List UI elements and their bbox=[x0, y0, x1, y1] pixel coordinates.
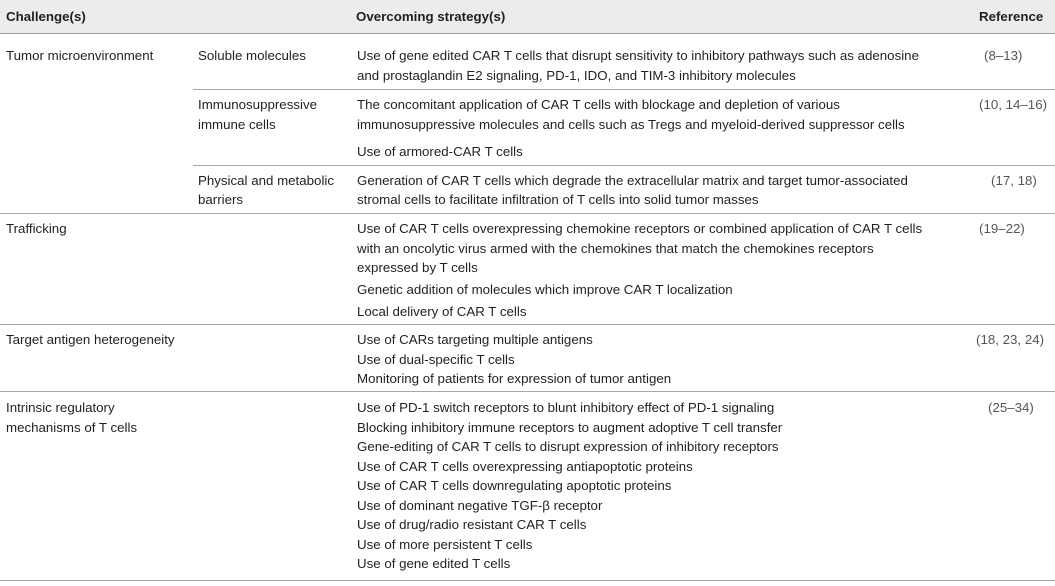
reference-cell: (19–22) bbox=[979, 221, 1025, 236]
reference-cell: (8–13) bbox=[984, 48, 1023, 63]
strategy-line: Use of CAR T cells overexpressing antiapoptotic proteins bbox=[357, 458, 693, 474]
strategy-line: expressed by T cells bbox=[357, 260, 478, 275]
table-header bbox=[0, 0, 1055, 34]
challenge-tumor-microenvironment: Tumor microenvironment bbox=[6, 48, 154, 63]
strategy-line: Use of armored-CAR T cells bbox=[357, 144, 523, 159]
sub-challenge-soluble-molecules: Soluble molecules bbox=[198, 48, 306, 63]
reference-cell: (10, 14–16) bbox=[979, 97, 1048, 112]
strategy-line: Use of dual-specific T cells bbox=[357, 351, 515, 367]
reference-cell: (25–34) bbox=[988, 400, 1034, 415]
strategy-line: Use of dominant negative TGF-β receptor bbox=[357, 497, 603, 513]
table-bottom-rule bbox=[0, 580, 1055, 581]
row-divider bbox=[0, 213, 1055, 214]
reference-link[interactable]: 18 bbox=[980, 332, 996, 347]
strategy-line: stromal cells to facilitate infiltration of T cells into solid tumor masses bbox=[357, 192, 759, 207]
strategy-line: Local delivery of CAR T cells bbox=[357, 304, 527, 319]
row-divider bbox=[193, 89, 1055, 90]
reference-link[interactable]: 17 bbox=[995, 172, 1011, 188]
strategy-line: Genetic addition of molecules which improve CAR T localization bbox=[357, 282, 733, 297]
row-divider bbox=[0, 391, 1055, 392]
strategy-line: Use of gene edited CAR T cells that disrupt sensitivity to inhibitory pathways such as adenosine bbox=[357, 48, 919, 63]
strategy-line: Blocking inhibitory immune receptors to augment adoptive T cell transfer bbox=[357, 419, 783, 435]
reference-link[interactable]: 19–22 bbox=[983, 221, 1021, 236]
challenge-intrinsic-regulatory-line2: mechanisms of T cells bbox=[6, 419, 138, 435]
strategy-line: Use of drug/radio resistant CAR T cells bbox=[357, 517, 587, 532]
strategy-line: Generation of CAR T cells which degrade the extracellular matrix and target tumor-associated bbox=[357, 172, 908, 188]
reference-cell: (18, 23, 24) bbox=[976, 332, 1045, 347]
row-divider bbox=[0, 324, 1055, 325]
header-strategy: Overcoming strategy(s) bbox=[356, 9, 506, 24]
strategy-line: The concomitant application of CAR T cells with blockage and depletion of various bbox=[357, 97, 840, 112]
sub-challenge-immunosuppressive: Immunosuppressive bbox=[198, 97, 317, 112]
sub-challenge-immunosuppressive-line2: immune cells bbox=[198, 116, 276, 132]
strategy-line: Gene-editing of CAR T cells to disrupt expression of inhibitory receptors bbox=[357, 439, 779, 454]
row-divider bbox=[193, 165, 1055, 166]
sub-challenge-physical-metabolic-line2: barriers bbox=[198, 192, 244, 207]
strategy-line: Use of CARs targeting multiple antigens bbox=[357, 332, 593, 347]
header-reference: Reference bbox=[979, 9, 1044, 24]
reference-link[interactable]: 24 bbox=[1024, 332, 1040, 347]
strategy-line: Use of CAR T cells overexpressing chemokine receptors or combined application of CAR T cells bbox=[357, 221, 923, 236]
challenge-target-antigen-heterogeneity: Target antigen heterogeneity bbox=[6, 332, 175, 347]
reference-link[interactable]: 25–34 bbox=[992, 400, 1030, 415]
header-challenge: Challenge(s) bbox=[6, 9, 86, 24]
reference-link[interactable]: 8–13 bbox=[988, 48, 1019, 63]
reference-link[interactable]: 14–16 bbox=[1005, 97, 1043, 112]
strategy-line: with an oncolytic virus armed with the chemokines that match the chemokines receptors bbox=[357, 240, 874, 256]
sub-challenge-physical-metabolic: Physical and metabolic bbox=[198, 172, 334, 188]
strategy-line: Use of gene edited T cells bbox=[357, 556, 511, 571]
challenge-trafficking: Trafficking bbox=[6, 221, 67, 236]
strategy-line: Use of more persistent T cells bbox=[357, 536, 533, 552]
strategy-line: and prostaglandin E2 signaling, PD-1, IDO, and TIM-3 inhibitory molecules bbox=[357, 67, 796, 83]
challenge-intrinsic-regulatory: Intrinsic regulatory bbox=[6, 400, 115, 415]
reference-cell: (17, 18) bbox=[991, 172, 1037, 188]
strategy-line: Monitoring of patients for expression of tumor antigen bbox=[357, 371, 672, 386]
reference-link[interactable]: 18 bbox=[1017, 172, 1033, 188]
strategy-line: Use of PD-1 switch receptors to blunt inhibitory effect of PD-1 signaling bbox=[357, 400, 775, 415]
strategy-line: Use of CAR T cells downregulating apoptotic proteins bbox=[357, 478, 672, 493]
strategy-line: immunosuppressive molecules and cells such as Tregs and myeloid-derived suppressor cells bbox=[357, 116, 905, 132]
reference-link[interactable]: 10 bbox=[983, 97, 999, 112]
reference-link[interactable]: 23 bbox=[1002, 332, 1018, 347]
